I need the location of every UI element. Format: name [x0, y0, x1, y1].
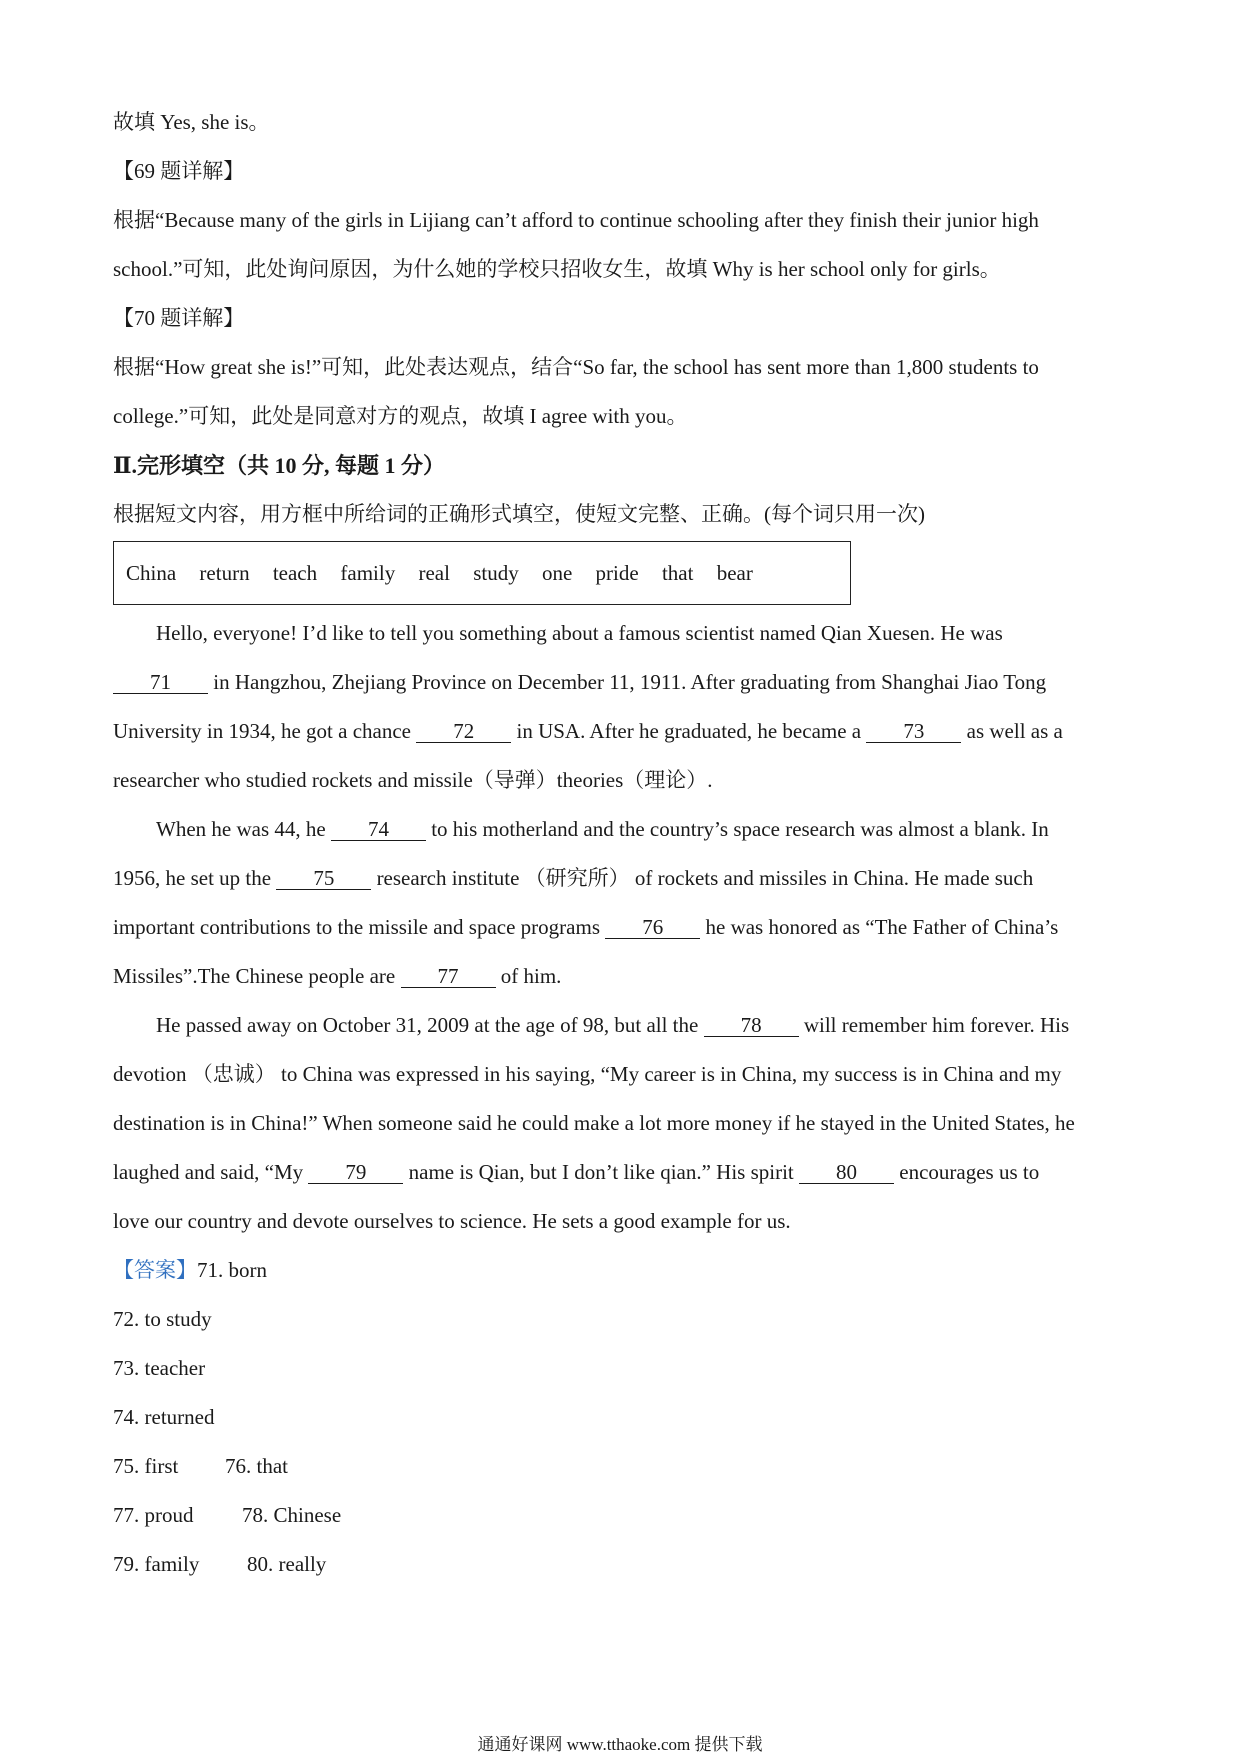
- passage-line: 1956, he set up the 75 research institute （研究所） of rockets and missiles in China. He made such: [113, 866, 1034, 890]
- passage-line: University in 1934, he got a chance 72 in USA. After he graduated, he became a 73 as well as a: [113, 719, 1063, 743]
- word-bank-item: teach: [272, 561, 318, 585]
- blank-73: 73: [866, 720, 961, 743]
- section-title: Ⅱ.完形填空（共 10 分, 每题 1 分）: [113, 453, 446, 478]
- passage-line: 71 in Hangzhou, Zhejiang Province on December 11, 1911. After graduating from Shanghai Jiao Tong: [113, 658, 1133, 707]
- explanation-69-line-2: school.”可知，此处询问原因，为什么她的学校只招收女生，故填 Why is her school only for girls。: [113, 257, 1001, 281]
- passage-line: destination is in China!” When someone said he could make a lot more money if he stayed in the United States, he: [113, 1111, 1075, 1135]
- word-bank-item: return: [199, 561, 250, 585]
- answer-line-68: 故填 Yes, she is。: [113, 110, 270, 134]
- passage-line: researcher who studied rockets and missile（导弹）theories（理论）.: [113, 768, 713, 792]
- blank-77: 77: [401, 965, 496, 988]
- answer-76: 76. that: [225, 1454, 288, 1478]
- blank-74: 74: [331, 818, 426, 841]
- blank-71: 71: [113, 671, 208, 694]
- answer-78: 78. Chinese: [242, 1503, 342, 1527]
- word-bank-item: bear: [716, 561, 753, 585]
- blank-72: 72: [416, 720, 511, 743]
- passage-line: When he was 44, he 74 to his motherland and the country’s space research was almost a blank. In: [156, 817, 1049, 841]
- answer-79: 79. family: [113, 1552, 200, 1576]
- word-bank-box: [113, 541, 851, 605]
- heading-70: 【70 题详解】: [113, 306, 245, 330]
- passage-line: Hello, everyone! I’d like to tell you something about a famous scientist named Qian Xuesen. He was: [156, 621, 1003, 645]
- explanation-69-line-1: 根据“Because many of the girls in Lijiang can’t afford to continue schooling after they finish their junior high: [113, 208, 1039, 232]
- passage-line: Missiles”.The Chinese people are 77 of him.: [113, 964, 562, 988]
- explanation-70-line-2: college.”可知，此处是同意对方的观点，故填 I agree with you。: [113, 404, 688, 428]
- explanation-70-line-1: 根据“How great she is!”可知，此处表达观点，结合“So far, the school has sent more than 1,800 students to: [113, 355, 1039, 379]
- answer-80: 80. really: [247, 1552, 327, 1576]
- blank-76: 76: [605, 916, 700, 939]
- heading-69: 【69 题详解】: [113, 159, 245, 183]
- answer-line: [113, 1540, 1133, 1589]
- answer-line: [113, 1246, 1133, 1295]
- answer-73: 73. teacher: [113, 1356, 206, 1380]
- document-page: [113, 98, 1133, 1589]
- word-bank-item: China: [126, 561, 177, 585]
- passage-line: laughed and said, “My 79 name is Qian, but I don’t like qian.” His spirit 80 encourages us to: [113, 1160, 1040, 1184]
- page-footer: 通通好课网 www.tthaoke.com 提供下载: [477, 1735, 763, 1754]
- blank-79: 79: [308, 1161, 403, 1184]
- answer-77: 77. proud: [113, 1503, 194, 1527]
- blank-78: 78: [704, 1014, 799, 1037]
- word-bank-item: real: [418, 561, 450, 585]
- passage-line: He passed away on October 31, 2009 at the age of 98, but all the 78 will remember him forever. His: [156, 1013, 1070, 1037]
- answer-74: 74. returned: [113, 1405, 215, 1429]
- passage-line: devotion （忠诚） to China was expressed in his saying, “My career is in China, my success is in China and my: [113, 1062, 1062, 1086]
- word-bank-item: that: [661, 561, 694, 585]
- word-bank-item: study: [473, 561, 519, 585]
- blank-80: 80: [799, 1161, 894, 1184]
- section-instruction: 根据短文内容，用方框中所给词的正确形式填空，使短文完整、正确。(每个词只用一次): [113, 502, 925, 526]
- answer-label: 【答案】: [113, 1258, 197, 1282]
- blank-75: 75: [276, 867, 371, 890]
- passage-line: important contributions to the missile and space programs 76 he was honored as “The Father of China’s: [113, 915, 1059, 939]
- answer-71: 71. born: [197, 1258, 267, 1282]
- passage-line: love our country and devote ourselves to science. He sets a good example for us.: [113, 1209, 791, 1233]
- word-bank-item: one: [541, 561, 573, 585]
- answer-75: 75. first: [113, 1454, 179, 1478]
- word-bank-item: pride: [595, 561, 639, 585]
- answer-72: 72. to study: [113, 1307, 212, 1331]
- answer-line: [113, 1442, 1133, 1491]
- word-bank-item: family: [340, 561, 396, 585]
- answer-line: [113, 1491, 1133, 1540]
